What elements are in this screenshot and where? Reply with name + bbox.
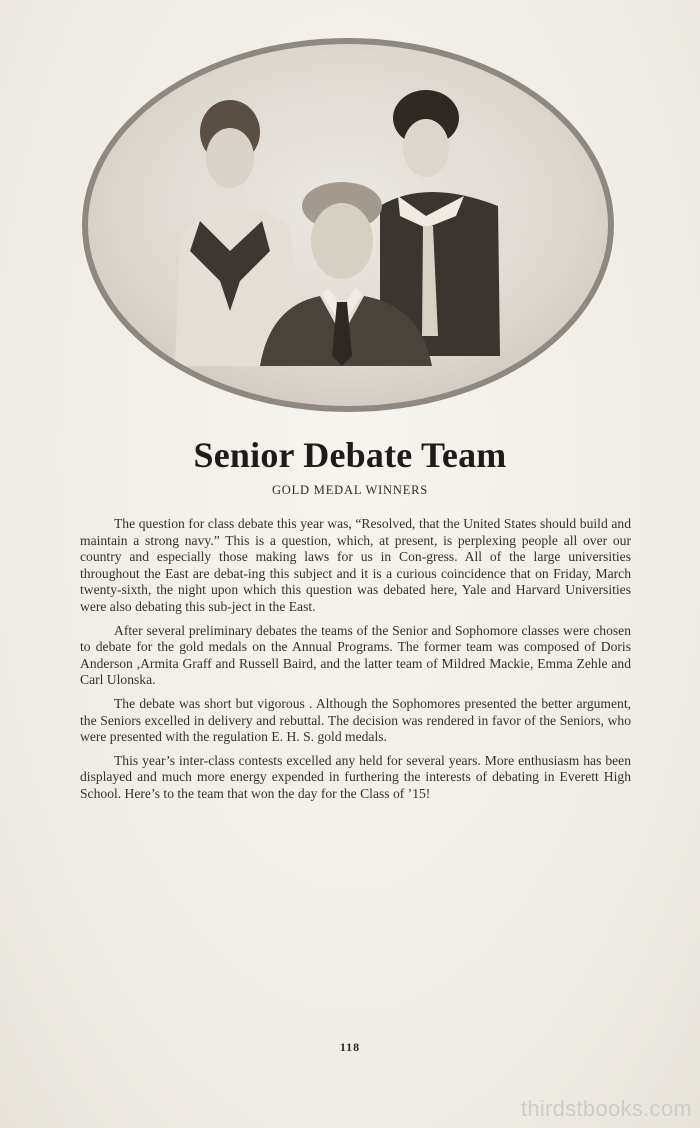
article-body	[80, 516, 631, 810]
page-subtitle: GOLD MEDAL WINNERS	[271, 483, 429, 497]
page-number: 118	[339, 1040, 361, 1054]
article-paragraph-2: After several preliminary debates the teams of the Senior and Sophomore classes were chosen to debate for the gold medals on the Annual Programs. The former team was composed of Doris Anderson ,Armita Graff and Russell Baird, and the latter team of Mildred Mackie, Emma Zehle and Carl Ulonska.	[80, 622, 631, 688]
team-portrait-photo	[80, 36, 616, 414]
watermark: thirdstbooks.com	[520, 1096, 692, 1121]
article-paragraph-3: The debate was short but vigorous . Although the Sophomores presented the better argument, the Seniors excelled in delivery and rebuttal. The decision was rendered in favor of the Seniors, who were presented with the regulation E. H. S. gold medals.	[80, 695, 631, 745]
article-paragraph-4: This year’s inter-class contests excelled any held for several years. More enthusiasm has been displayed and much more energy expended in furthering the interests of debating in Everett High School. Here’s to the team that won the day for the Class of ’15!	[80, 752, 631, 801]
page-title: Senior Debate Team	[193, 435, 507, 475]
article-paragraph-1: The question for class debate this year was, “Resolved, that the United States should build and maintain a strong navy.” This is a question, which, at present, is perplexing people all over our country and especially those making laws for us in Con-gress. All of the large universities throughout the East are debat-ing this subject and it is a curious coincidence that on Friday, March twenty-sixth, the night upon which this question was debated here, Yale and Harvard Universities were also debating this sub-ject in the East.	[80, 516, 631, 614]
